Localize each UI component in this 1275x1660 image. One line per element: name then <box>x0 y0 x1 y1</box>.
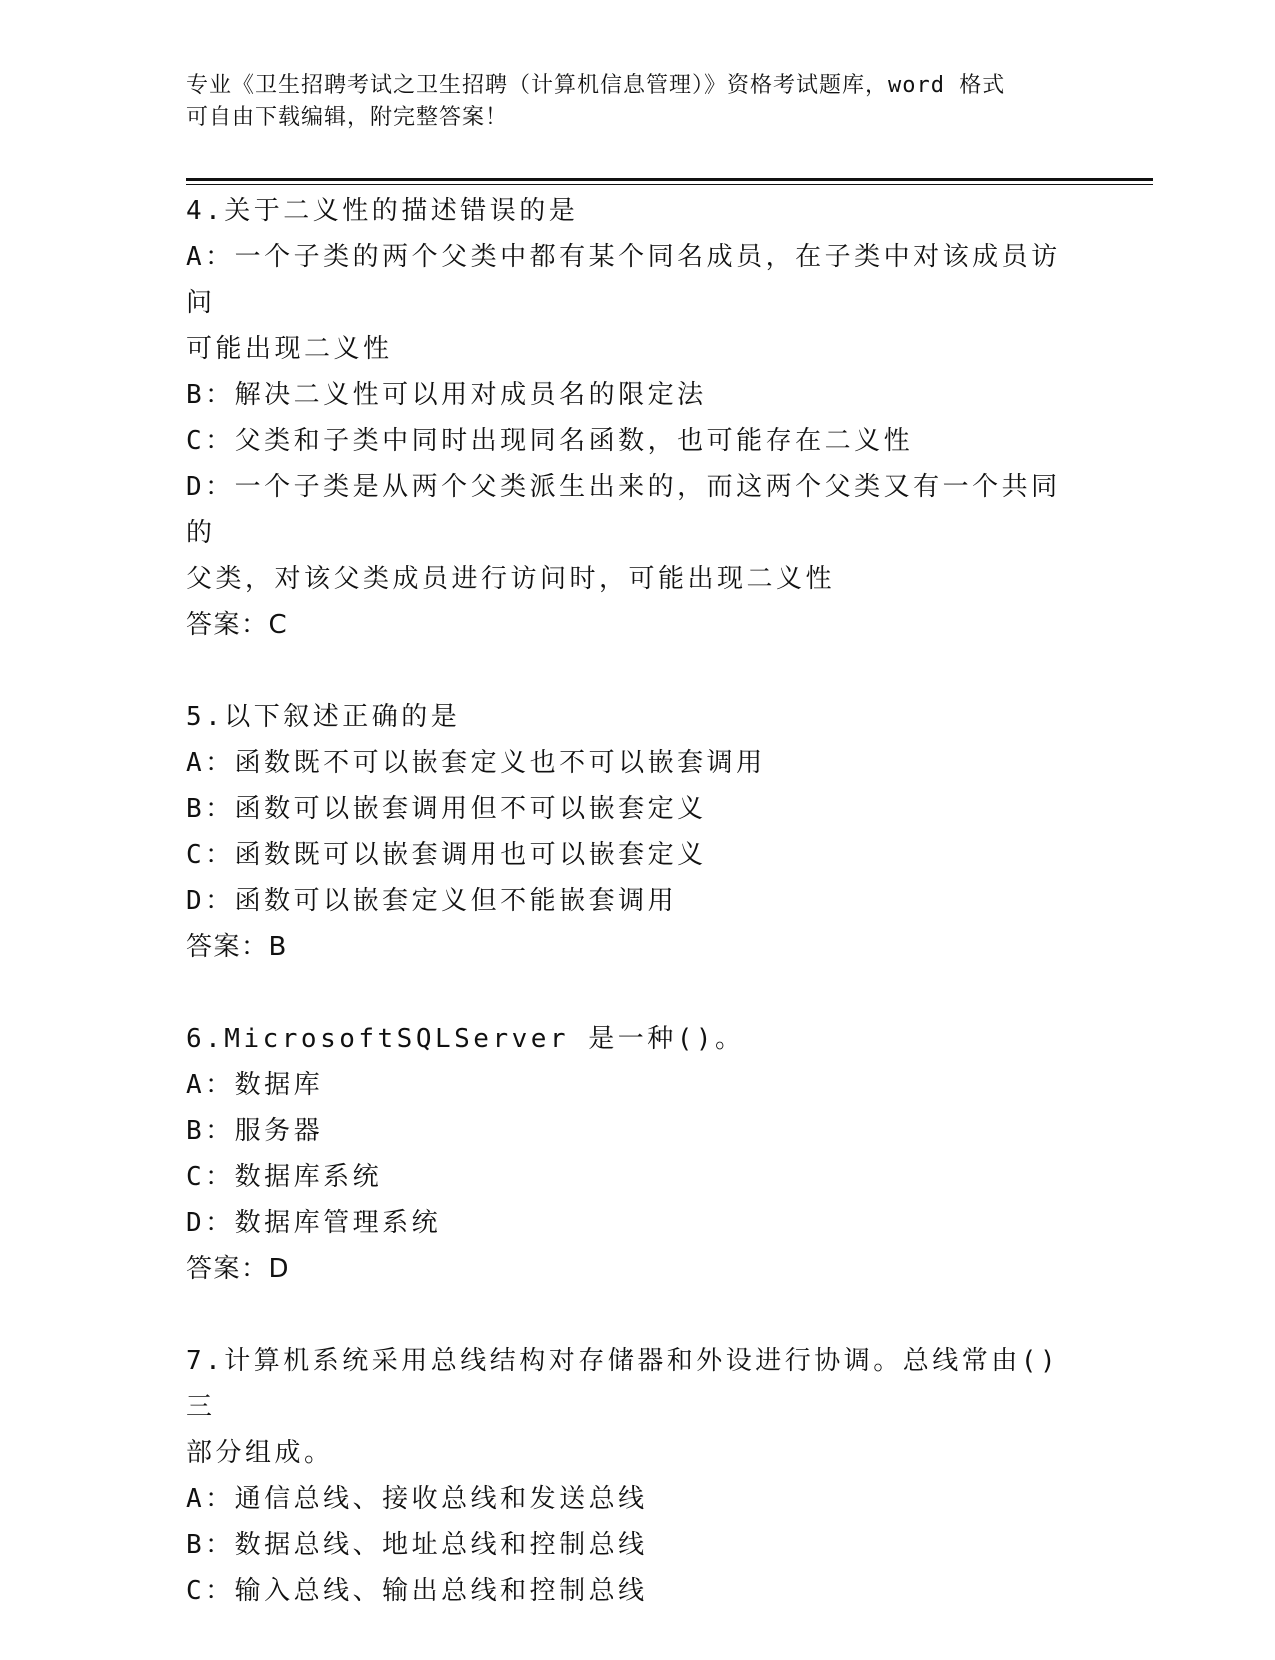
question-stem: 7.计算机系统采用总线结构对存储器和外设进行协调。总线常由()三 <box>186 1346 1060 1422</box>
option-a: A：通信总线、接收总线和发送总线 <box>186 1484 648 1514</box>
option-b: B：函数可以嵌套调用但不可以嵌套定义 <box>186 794 707 824</box>
question-list <box>186 188 1086 1660</box>
option-b: B：数据总线、地址总线和控制总线 <box>186 1530 648 1560</box>
question-5 <box>186 694 1086 970</box>
header-divider-thick <box>186 178 1153 181</box>
option-b: B：服务器 <box>186 1116 324 1146</box>
option-c: C：数据库系统 <box>186 1162 383 1192</box>
question-stem: 5.以下叙述正确的是 <box>186 702 461 732</box>
document-header <box>186 70 1086 134</box>
option-d: D：一个子类是从两个父类派生出来的，而这两个父类又有一个共同的 <box>186 472 1061 548</box>
option-c: C：输入总线、输出总线和控制总线 <box>186 1576 648 1606</box>
question-stem-continued: 部分组成。 <box>186 1438 334 1468</box>
option-a-continued: 可能出现二义性 <box>186 334 393 364</box>
question-4 <box>186 188 1086 648</box>
option-d-continued: 父类，对该父类成员进行访问时，可能出现二义性 <box>186 564 836 594</box>
option-d: D：函数可以嵌套定义但不能嵌套调用 <box>186 886 678 916</box>
question-stem: 4.关于二义性的描述错误的是 <box>186 196 579 226</box>
header-line-2: 可自由下载编辑，附完整答案！ <box>186 105 509 130</box>
question-6 <box>186 1016 1086 1292</box>
option-a: A：数据库 <box>186 1070 324 1100</box>
option-c: C：函数既可以嵌套调用也可以嵌套定义 <box>186 840 707 870</box>
header-line-1: 专业《卫生招聘考试之卫生招聘（计算机信息管理）》资格考试题库，word 格式 <box>186 73 1006 98</box>
option-a: A：一个子类的两个父类中都有某个同名成员，在子类中对该成员访问 <box>186 242 1061 318</box>
option-c: C：父类和子类中同时出现同名函数，也可能存在二义性 <box>186 426 914 456</box>
answer: 答案：D <box>186 1254 291 1284</box>
option-b: B：解决二义性可以用对成员名的限定法 <box>186 380 707 410</box>
option-d: D：数据库管理系统 <box>186 1208 442 1238</box>
answer: 答案：C <box>186 610 289 640</box>
option-a: A：函数既不可以嵌套定义也不可以嵌套调用 <box>186 748 766 778</box>
question-7 <box>186 1338 1086 1614</box>
question-stem: 6.MicrosoftSQLServer 是一种()。 <box>186 1024 745 1054</box>
answer: 答案：B <box>186 932 288 962</box>
header-divider-thin <box>186 184 1153 185</box>
